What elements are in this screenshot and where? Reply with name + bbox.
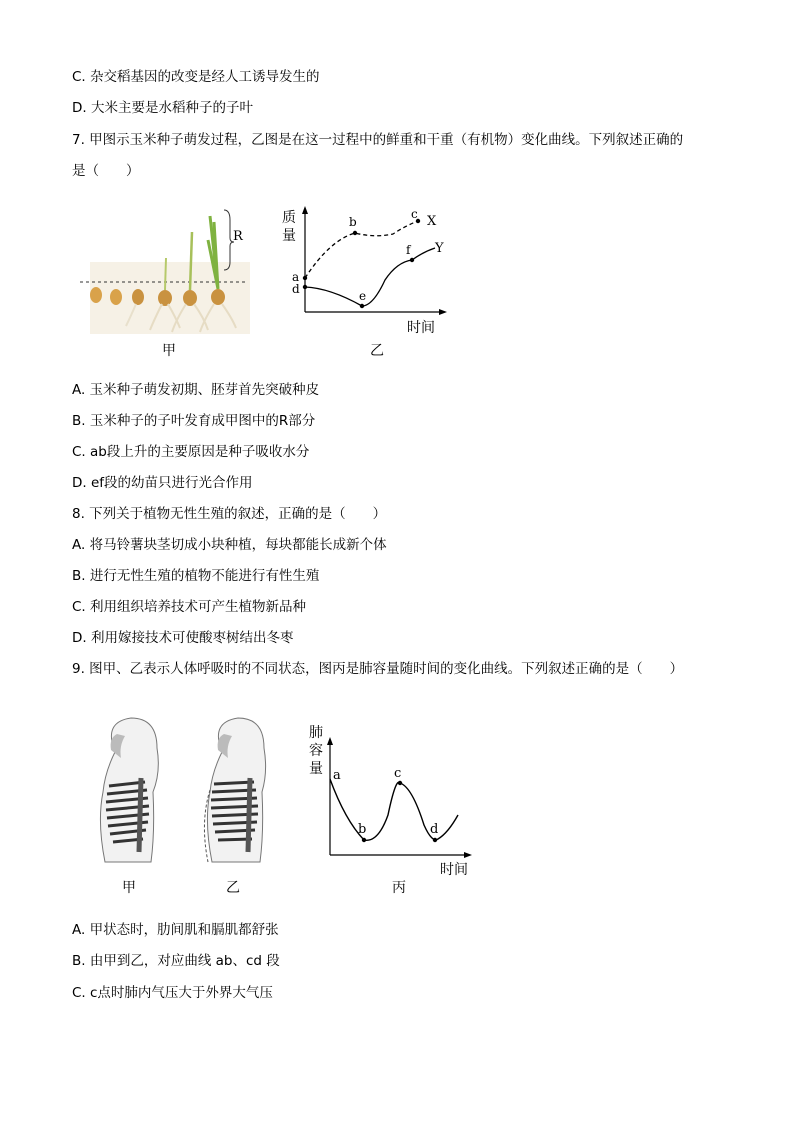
corn-germination-illustration xyxy=(80,200,255,340)
series-y-line xyxy=(305,248,435,306)
series-x-label: X xyxy=(427,214,437,229)
q8-option-d: D. 利用嫁接技术可使酸枣树结出冬枣 xyxy=(72,630,294,646)
q7-stem-line2: 是（ ） xyxy=(72,163,140,179)
lung-volume-chart xyxy=(300,715,480,880)
q9-figure-yi-torso xyxy=(200,712,285,872)
ylabel-zhi: 质 xyxy=(282,210,296,226)
q9-figure-bing-lung-volume xyxy=(300,715,480,880)
label-R: R xyxy=(233,229,243,244)
q8-stem: 8. 下列关于植物无性生殖的叙述，正确的是（ ） xyxy=(72,506,387,522)
q9-option-a: A. 甲状态时，肋间肌和膈肌都舒张 xyxy=(72,922,279,938)
point-f: f xyxy=(406,243,411,257)
q7-option-b: B. 玉米种子的子叶发育成甲图中的R部分 xyxy=(72,413,316,429)
q9-figure-jia-torso xyxy=(95,712,175,872)
point-c: c xyxy=(394,766,402,781)
point-b: b xyxy=(358,822,367,837)
ylabel-rong: 容 xyxy=(309,743,323,759)
series-y-label: Y xyxy=(435,241,444,256)
q8-option-b: B. 进行无性生殖的植物不能进行有性生殖 xyxy=(72,568,320,584)
q7-caption-jia: 甲 xyxy=(162,343,176,359)
q8-option-c: C. 利用组织培养技术可产生植物新品种 xyxy=(72,599,307,615)
q7-caption-yi: 乙 xyxy=(370,343,384,359)
q7-option-c: C. ab段上升的主要原因是种子吸收水分 xyxy=(72,444,310,460)
point-d: d xyxy=(292,282,300,296)
q8-option-a: A. 将马铃薯块茎切成小块种植，每块都能长成新个体 xyxy=(72,537,387,553)
q7-option-d: D. ef段的幼苗只进行光合作用 xyxy=(72,475,253,491)
point-c: c xyxy=(411,207,418,221)
point-a: a xyxy=(292,270,300,284)
ylabel-fei: 肺 xyxy=(309,725,323,741)
q9-caption-bing: 丙 xyxy=(392,880,406,896)
q9-option-b: B. 由甲到乙，对应曲线 ab、cd 段 xyxy=(72,953,280,969)
q6-option-c: C. 杂交稻基因的改变是经人工诱导发生的 xyxy=(72,69,320,85)
q9-caption-yi: 乙 xyxy=(226,880,240,896)
point-e: e xyxy=(359,289,367,303)
q9-option-c: C. c点时肺内气压大于外界大气压 xyxy=(72,985,273,1001)
mass-time-chart xyxy=(275,200,455,340)
ylabel-liang: 量 xyxy=(309,761,323,777)
q7-figure-jia-germination xyxy=(80,200,255,340)
point-b: b xyxy=(349,215,357,229)
lung-volume-line xyxy=(330,779,458,840)
torso-inhale-illustration xyxy=(200,712,285,872)
point-a: a xyxy=(333,768,341,783)
series-x-line xyxy=(305,221,418,278)
xlabel-time: 时间 xyxy=(440,862,468,878)
q7-figure-yi-mass-curve xyxy=(275,200,455,340)
q7-option-a: A. 玉米种子萌发初期、胚芽首先突破种皮 xyxy=(72,382,320,398)
q9-stem: 9. 图甲、乙表示人体呼吸时的不同状态，图丙是肺容量随时间的变化曲线。下列叙述正确的是（ ） xyxy=(72,661,684,677)
torso-exhale-illustration xyxy=(95,712,175,872)
q9-caption-jia: 甲 xyxy=(122,880,136,896)
q7-stem-line1: 7. 甲图示玉米种子萌发过程，乙图是在这一过程中的鲜重和干重（有机物）变化曲线。下列叙述正确的 xyxy=(72,132,684,148)
q6-option-d: D. 大米主要是水稻种子的子叶 xyxy=(72,100,253,116)
ylabel-liang: 量 xyxy=(282,228,296,244)
point-d: d xyxy=(430,822,439,837)
xlabel-time: 时间 xyxy=(407,320,435,336)
